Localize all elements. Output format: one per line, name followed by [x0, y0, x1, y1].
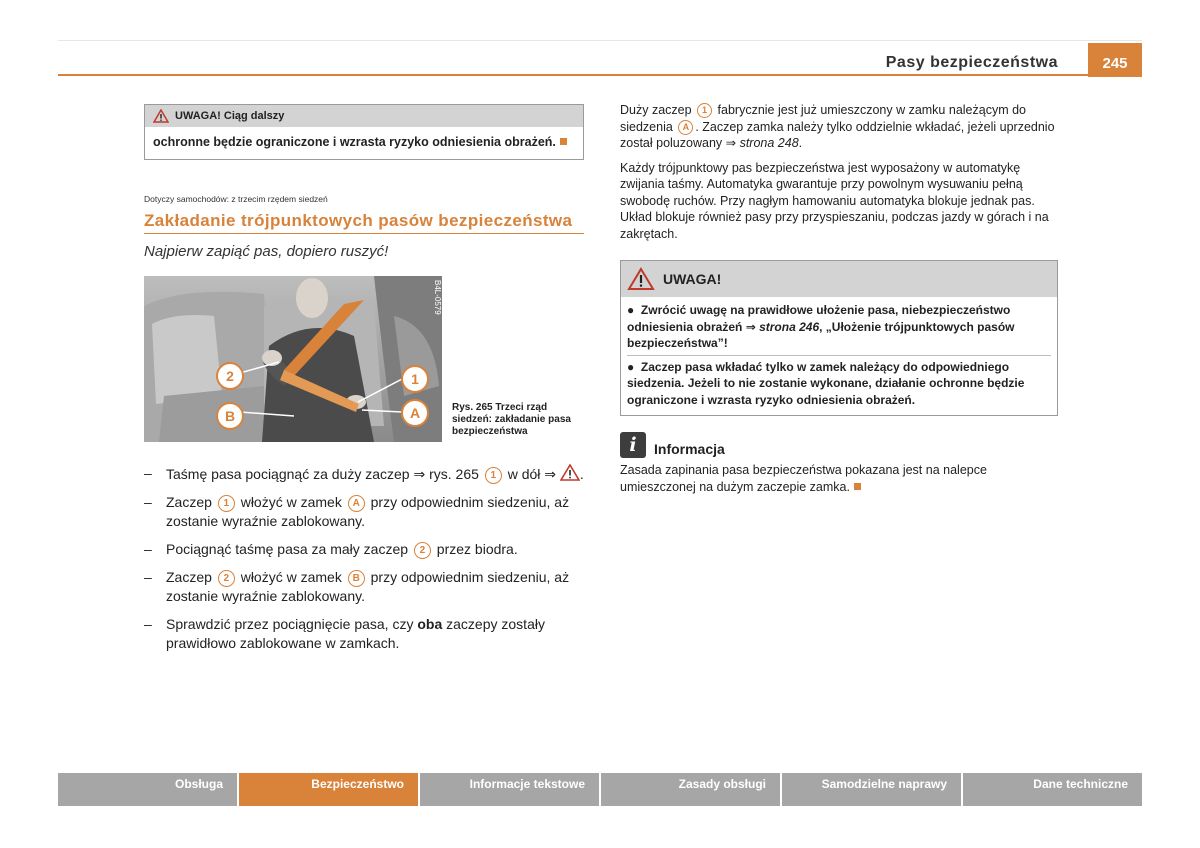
page-number: 245 [1088, 43, 1142, 77]
page-reference-link[interactable]: strona 246 [759, 319, 820, 334]
info-icon: i [620, 432, 646, 458]
marker-b-icon: B [348, 570, 365, 587]
figure-code: B4L-0579 [433, 280, 442, 315]
section-subtitle: Najpierw zapiąć pas, dopiero ruszyć! [144, 243, 389, 260]
footer-tab-bezpieczenstwo[interactable]: Bezpieczeństwo [239, 773, 418, 806]
warning-item: ● Zwrócić uwagę na prawidłowe ułożenie pasa, niebezpieczeństwo odniesienia obrażeń ⇒ strona 246, „Ułożenie trójpunktowych pasów bezpieczeństwa”! [627, 303, 1015, 350]
footer-nav [58, 773, 1142, 806]
marker-1-icon: 1 [485, 467, 502, 484]
page-reference-link[interactable]: strona 248 [739, 136, 799, 150]
applies-to-note: Dotyczy samochodów: z trzecim rzędem siedzeń [144, 194, 328, 204]
step-item: – Sprawdzić przez pociągnięcie pasa, czy oba zaczepy zostały prawidłowo zablokowane w zamkach. [144, 615, 584, 653]
end-square-icon [560, 138, 567, 145]
warning-continued-title: UWAGA! Ciąg dalszy [175, 110, 285, 122]
figure-marker-2-label: 2 [226, 368, 234, 384]
step-item: – Pociągnąć taśmę pasa za mały zaczep 2 przez biodra. [144, 540, 584, 559]
footer-tab-samodzielne-naprawy[interactable]: Samodzielne naprawy [782, 773, 961, 806]
step-item: – Taśmę pasa pociągnąć za duży zaczep ⇒ rys. 265 1 w dół ⇒ . [144, 464, 584, 484]
figure-marker-a [402, 400, 428, 426]
step-item: – Zaczep 1 włożyć w zamek A przy odpowiednim siedzeniu, aż zostanie wyraźnie zablokowany. [144, 493, 584, 531]
figure-marker-1-label: 1 [411, 371, 419, 387]
figure-marker-b-label: B [224, 408, 236, 424]
warning-continued-body [145, 127, 583, 159]
figure-caption: Rys. 265 Trzeci rząd siedzeń: zakładanie pasa bezpieczeństwa [452, 402, 571, 437]
marker-2-icon: 2 [414, 542, 431, 559]
figure-marker-2 [217, 363, 243, 389]
marker-a-icon: A [678, 120, 693, 135]
end-square-icon [854, 483, 861, 490]
paragraph-automatic: Każdy trójpunktowy pas bezpieczeństwa jest wyposażony w automatykę zwijania taśmy. Automatyka gwarantuje przy powolnym wysuwaniu pełną swobodę ruchów. Przy nagłym hamowaniu automatyka blokuje jednak pas. Układ blokuje również pasy przy przyspieszaniu, podczas jazdy w górach i na zakrętach. [620, 160, 1049, 241]
warning-header [621, 261, 1057, 297]
seatbelt-figure [144, 276, 442, 442]
footer-tab-obsluga[interactable]: Obsługa [58, 773, 237, 806]
marker-1-icon: 1 [218, 495, 235, 512]
info-section [620, 432, 1060, 495]
figure-marker-b [217, 403, 243, 429]
paragraph-hook: Duży zaczep 1 fabrycznie jest już umieszczony w zamku należącym do siedzenia A . Zaczep zamka należy tylko oddzielnie wkładać, jeżeli uprzednio został poluzowany ⇒ strona 248. [620, 103, 1055, 150]
warning-triangle-icon [627, 267, 655, 291]
header-rule [58, 74, 1088, 76]
warning-box [620, 260, 1058, 416]
warning-title: UWAGA! [663, 271, 722, 287]
warning-triangle-icon [560, 464, 580, 481]
steps-list [144, 464, 584, 653]
top-rule [58, 40, 1142, 41]
page-title: Pasy bezpieczeństwa [885, 54, 1058, 71]
warning-body [621, 297, 1057, 415]
marker-a-icon: A [348, 495, 365, 512]
marker-1-icon: 1 [697, 103, 712, 118]
footer-tab-dane-techniczne[interactable]: Dane techniczne [963, 773, 1142, 806]
warning-continued-text: ochronne będzie ograniczone i wzrasta ryzyko odniesienia obrażeń. [153, 135, 556, 149]
footer-tab-zasady-obslugi[interactable]: Zasady obsługi [601, 773, 780, 806]
warning-item: ● Zaczep pasa wkładać tylko w zamek należący do odpowiedniego siedzenia. Jeżeli to nie zostanie wykonane, działanie ochronne będzie ograniczone i wzrasta ryzyko odniesienia obrażeń. [627, 355, 1051, 412]
warning-continued-box [144, 104, 584, 160]
left-column [144, 104, 584, 662]
step-item: – Zaczep 2 włożyć w zamek B przy odpowiednim siedzeniu, aż zostanie wyraźnie zablokowany. [144, 568, 584, 606]
figure-row [144, 276, 584, 442]
info-header [620, 432, 1060, 458]
seatbelt-illustration [144, 276, 442, 442]
marker-2-icon: 2 [218, 570, 235, 587]
section-title: Zakładanie trójpunktowych pasów bezpieczeństwa [144, 210, 584, 234]
figure-marker-a-label: A [409, 405, 421, 421]
right-column [620, 102, 1060, 495]
warning-continued-header [145, 105, 583, 127]
info-title: Informacja [654, 441, 725, 457]
footer-tab-informacje-tekstowe[interactable]: Informacje tekstowe [420, 773, 599, 806]
info-text: Zasada zapinania pasa bezpieczeństwa pokazana jest na nalepce umieszczonej na dużym zaczepie zamka. [620, 463, 987, 494]
figure-marker-1 [402, 366, 428, 392]
warning-triangle-icon [153, 109, 169, 123]
